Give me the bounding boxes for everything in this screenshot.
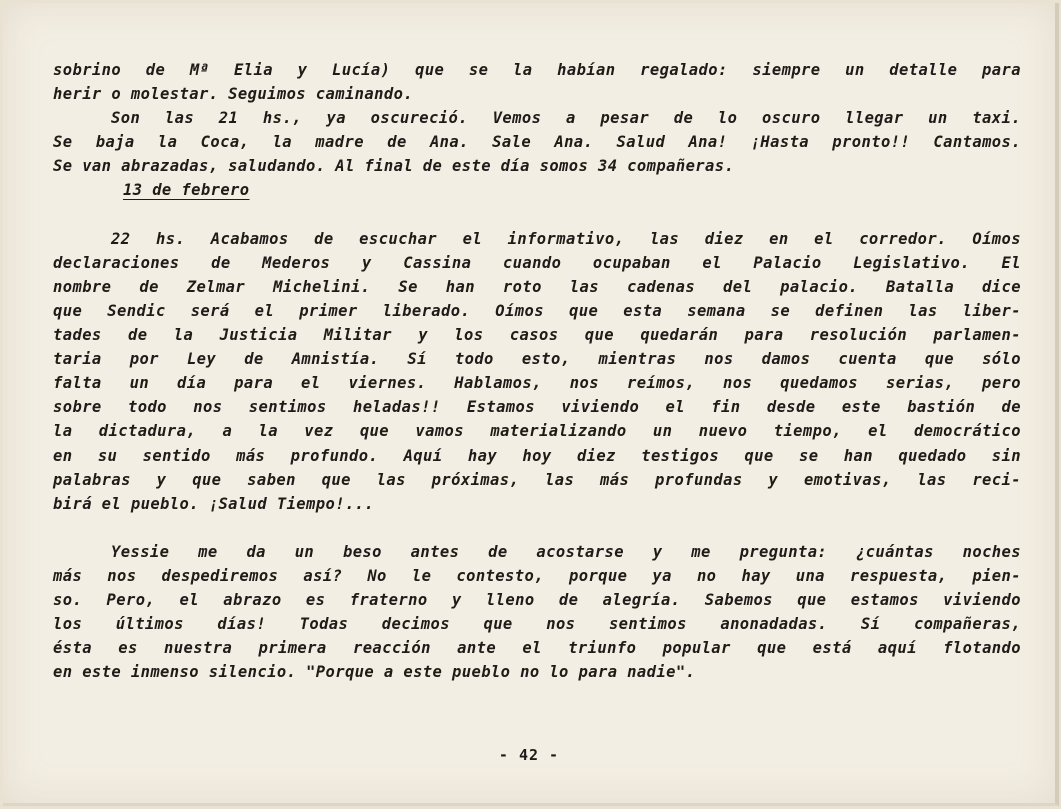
blank-line	[53, 516, 1021, 540]
text-line: ésta es nuestra primera reacción ante el triunfo popular que está aquí flotando	[53, 639, 1021, 658]
date-heading-text: 13 de febrero	[123, 181, 250, 200]
text-line: Son las 21 hs., ya oscureció. Vemos a pesar de lo oscuro llegar un taxi.	[111, 109, 1021, 128]
date-heading	[53, 178, 1021, 202]
text-line: palabras y que saben que las próximas, las más profundas y emotivas, las reci-	[53, 470, 1021, 489]
paragraph-2	[53, 106, 1021, 178]
text-line: sobre todo nos sentimos heladas!! Estamos viviendo el fin desde este bastión de	[53, 398, 1021, 417]
text-line: Yessie me da un beso antes de acostarse y me pregunta: ¿cuántas noches	[111, 542, 1021, 561]
text-line: en este inmenso silencio. "Porque a este pueblo no lo para nadie".	[53, 663, 696, 682]
text-line: birá el pueblo. ¡Salud Tiempo!...	[53, 494, 375, 513]
paragraph-1	[53, 58, 1021, 106]
text-line: sobrino de Mª Elia y Lucía) que se la habían regalado: siempre un detalle para	[53, 61, 1021, 79]
text-line: en su sentido más profundo. Aquí hay hoy diez testigos que se han quedado sin	[53, 446, 1021, 465]
text-line: la dictadura, a la vez que vamos materializando un nuevo tiempo, el democrático	[53, 422, 1021, 441]
page-text	[53, 58, 1021, 684]
text-line: más nos despediremos así? No le contesto, porque ya no hay una respuesta, pien-	[53, 566, 1021, 585]
paragraph-3	[53, 227, 1021, 516]
paragraph-4	[53, 540, 1021, 685]
text-line: taria por Ley de Amnistía. Sí todo esto, mientras nos damos cuenta que sólo	[53, 350, 1021, 369]
text-line: nombre de Zelmar Michelini. Se han roto las cadenas del palacio. Batalla dice	[53, 277, 1021, 296]
text-line: los últimos días! Todas decimos que nos sentimos anonadadas. Sí compañeras,	[53, 615, 1021, 634]
document-page	[3, 3, 1059, 806]
text-line: 22 hs. Acabamos de escuchar el informativo, las diez en el corredor. Oímos	[111, 229, 1021, 248]
blank-line	[53, 203, 1021, 227]
text-line: tades de la Justicia Militar y los casos que quedarán para resolución parlamen-	[53, 326, 1021, 345]
text-line: falta un día para el viernes. Hablamos, nos reímos, nos quedamos serias, pero	[53, 374, 1021, 393]
text-line: herir o molestar. Seguimos caminando.	[53, 85, 414, 104]
text-line: so. Pero, el abrazo es fraterno y lleno de alegría. Sabemos que estamos viviendo	[53, 591, 1021, 610]
text-line: declaraciones de Mederos y Cassina cuando ocupaban el Palacio Legislativo. El	[53, 253, 1021, 272]
text-line: Se van abrazadas, saludando. Al final de este día somos 34 compañeras.	[53, 157, 735, 176]
text-line: Se baja la Coca, la madre de Ana. Sale Ana. Salud Ana! ¡Hasta pronto!! Cantamos.	[53, 133, 1021, 152]
text-line: que Sendic será el primer liberado. Oímos que esta semana se definen las liber-	[53, 301, 1021, 320]
page-number: - 42 -	[498, 746, 560, 764]
